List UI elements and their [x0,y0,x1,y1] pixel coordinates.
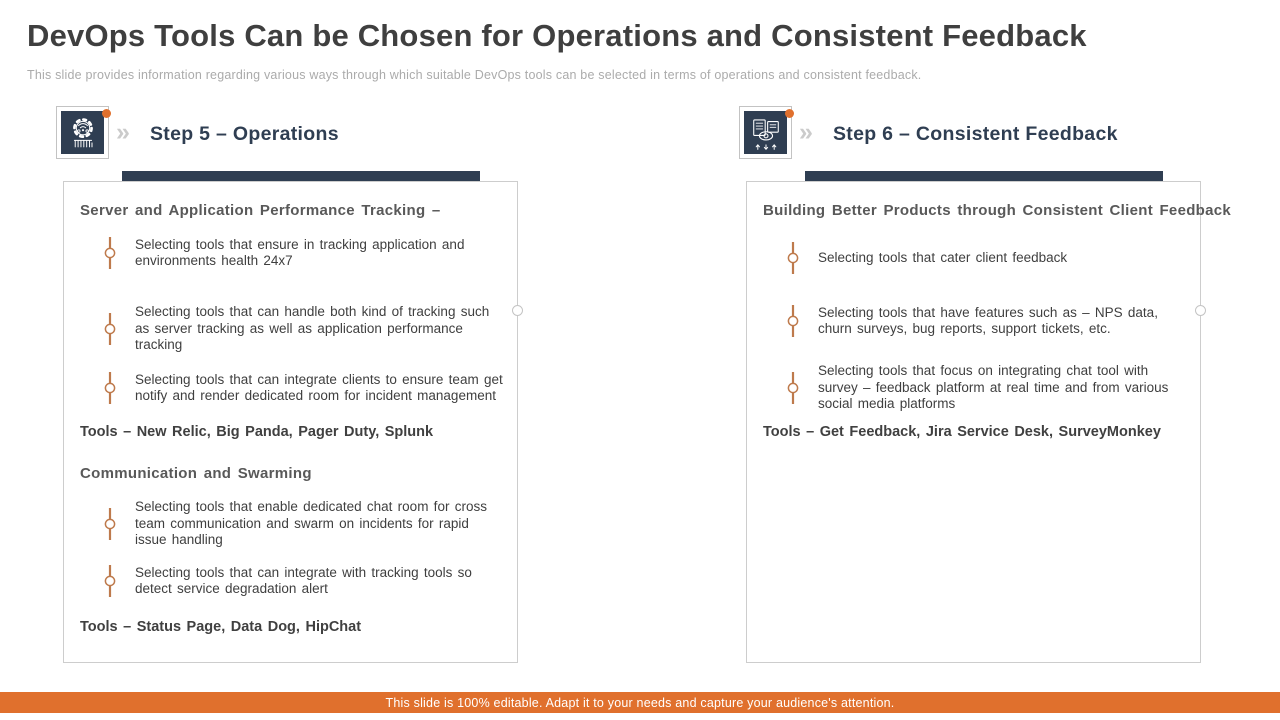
operations-gear-icon [61,111,104,154]
bullet-text: Selecting tools that can integrate clients to ensure team get notify and render dedicated room for incident management [135,371,503,403]
connector-node [1195,305,1206,316]
consistent-feedback-icon [744,111,787,154]
chevron-right-double-icon: » [799,118,813,146]
panel-accent-bar [805,171,1163,181]
list-item [104,499,505,549]
bullet-text: Selecting tools that can integrate with tracking tools so detect service degradation alert [135,564,472,596]
slider-node-icon [787,241,799,275]
section-heading: Building Better Products through Consistent Client Feedback [763,202,1232,219]
column-consistent-feedback [683,0,1243,700]
accent-dot [785,109,794,118]
bullet-text: Selecting tools that have features such as – NPS data, churn surveys, bug reports, support tickets, etc. [818,304,1158,336]
accent-dot [102,109,111,118]
step6-title: Step 6 – Consistent Feedback [833,123,1118,145]
page-title: DevOps Tools Can be Chosen for Operations and Consistent Feedback [27,18,1087,53]
footer-bar [0,692,1280,713]
consistent-feedback-panel [746,181,1232,663]
slider-node-icon [104,236,116,270]
bullet-text: Selecting tools that enable dedicated chat room for cross team communication and swarm on incidents for rapid issue handling [135,499,487,547]
bullet-text: Selecting tools that focus on integrating chat tool with survey – feedback platform at real time and from various social media platforms [818,363,1169,411]
slider-node-icon [104,371,116,405]
slider-node-icon [104,564,116,598]
operations-panel [63,181,518,663]
slider-node-icon [787,371,799,405]
section-heading: Server and Application Performance Tracking – [80,202,441,219]
slider-node-icon [104,312,116,346]
bullet-text: Selecting tools that cater client feedback [818,249,1068,265]
list-item [104,564,505,598]
chevron-right-double-icon: » [116,118,130,146]
list-item [787,304,1188,338]
tools-list: Tools – New Relic, Big Panda, Pager Duty, Splunk [80,424,434,440]
list-item [787,241,1188,275]
column-operations [0,0,560,700]
bullet-text: Selecting tools that can handle both kind of tracking such as server tracking as well as application performance tracking [135,304,490,352]
step5-title: Step 5 – Operations [150,123,339,145]
slider-node-icon [104,507,116,541]
section-heading: Communication and Swarming [80,465,312,482]
list-item [787,363,1188,413]
list-item [104,236,505,270]
slider-node-icon [787,304,799,338]
bullet-text: Selecting tools that ensure in tracking application and environments health 24x7 [135,236,465,268]
page-subtitle: This slide provides information regarding various ways through which suitable DevOps tools can be selected in terms of operations and consistent feedback. [27,68,922,82]
tools-list: Tools – Get Feedback, Jira Service Desk, SurveyMonkey [763,424,1161,440]
panel-accent-bar [122,171,480,181]
list-item [104,371,505,405]
tools-list: Tools – Status Page, Data Dog, HipChat [80,619,362,635]
footer-note: This slide is 100% editable. Adapt it to your needs and capture your audience's attention. [385,695,895,710]
connector-node [512,305,523,316]
list-item [104,304,505,354]
